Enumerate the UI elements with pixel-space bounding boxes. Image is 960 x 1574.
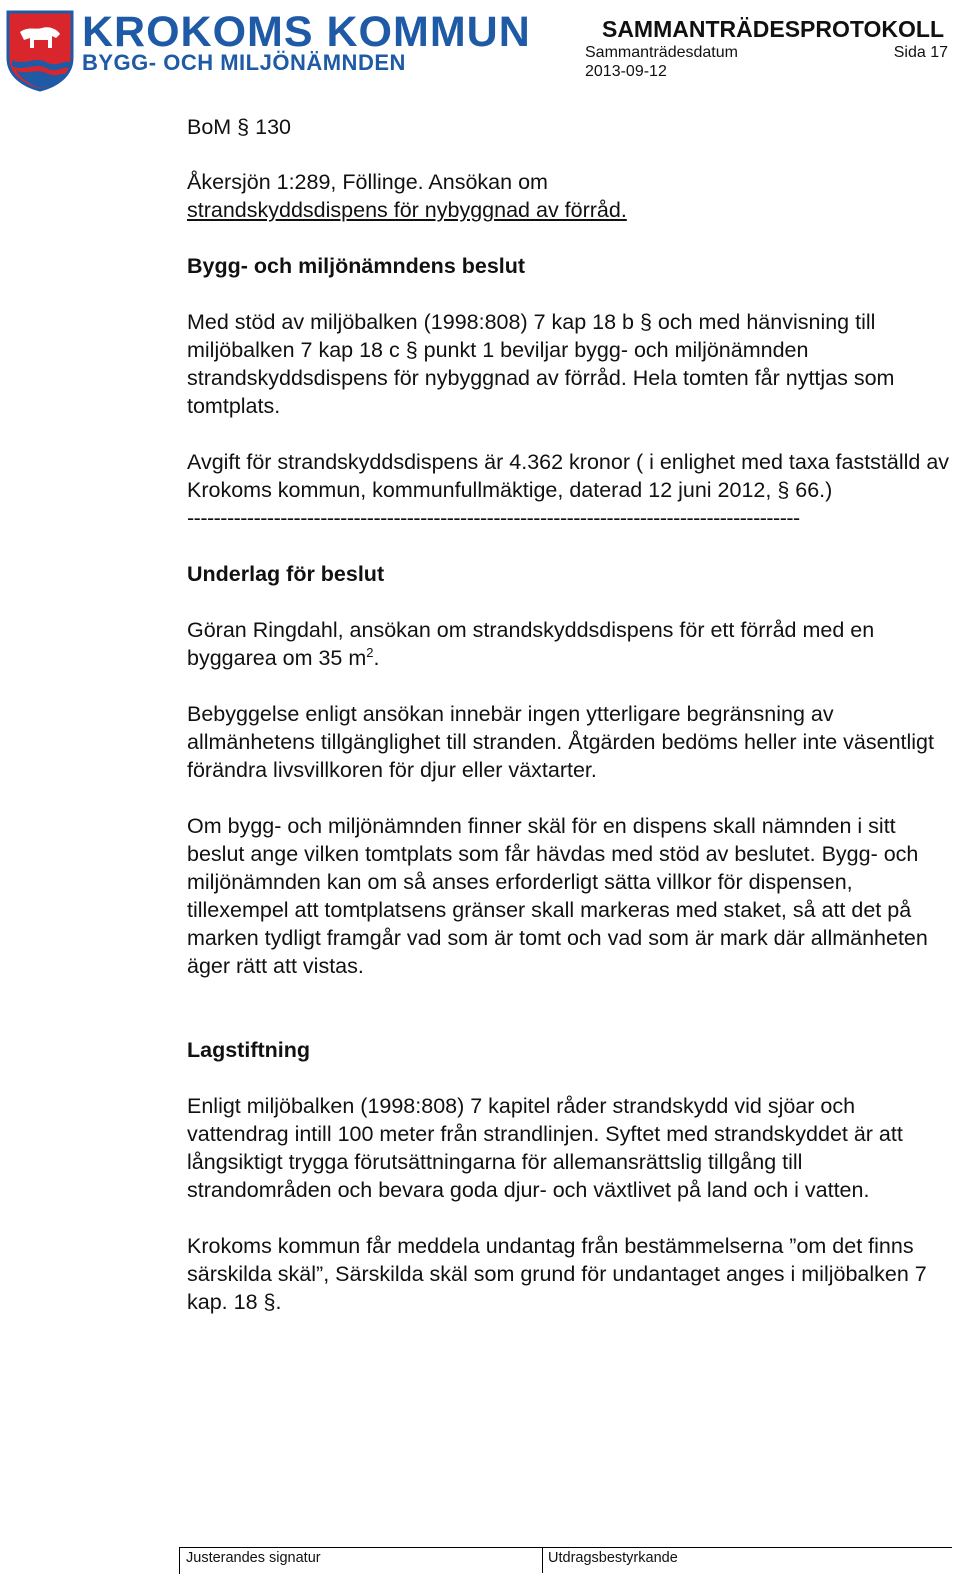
superscript-2: 2: [366, 644, 374, 660]
extract-certification-label: Utdragsbestyrkande: [548, 1550, 678, 1566]
org-subtitle: BYGG- OCH MILJÖNÄMNDEN: [82, 50, 406, 75]
case-title: [187, 168, 952, 224]
basis-paragraph-2: Bebyggelse enligt ansökan innebär ingen ytterligare begränsning av allmänhetens tillgänglighet till stranden. Åtgärden bedöms heller inte väsentligt förändra livsvillkoren för djur eller växtarter.: [187, 702, 934, 782]
basis-heading: Underlag för beslut: [187, 562, 385, 586]
basis-paragraph-1-text: Göran Ringdahl, ansökan om strandskyddsdispens för ett förråd med en byggarea om 35 m: [187, 618, 875, 670]
case-title-line-1: Åkersjön 1:289, Föllinge. Ansökan om: [187, 170, 548, 194]
meeting-date: 2013-09-12: [585, 63, 667, 80]
law-paragraph-2: Krokoms kommun får meddela undantag från bestämmelserna ”om det finns särskilda skäl”, Särskilda skäl som grund för undantaget anges i miljöbalken 7 kap. 18 §.: [187, 1234, 927, 1314]
page-number: Sida 17: [893, 44, 948, 61]
case-title-line-2: strandskyddsdispens för nybyggnad av förråd.: [187, 198, 627, 222]
law-heading: Lagstiftning: [187, 1038, 311, 1062]
document-body: [187, 113, 952, 1316]
separator-line: --------------------------------------------------------------------------------------------: [187, 506, 800, 530]
meeting-date-label: Sammanträdesdatum: [585, 44, 738, 61]
basis-paragraph-3: Om bygg- och miljönämnden finner skäl för en dispens skall nämnden i sitt beslut ange vilken tomtplats som får hävdas med stöd av beslutet. Bygg- och miljönämnden kan om så anses erforderligt sätta villkor för dispensen, tillexempel att tomtplatsens gränser skall markeras med staket, så att det på marken tydligt framgår vad som är tomt och vad som är mark där allmänheten äger rätt att vistas.: [187, 814, 928, 978]
municipality-shield-logo: [6, 10, 74, 92]
fee-paragraph: Avgift för strandskyddsdispens är 4.362 kronor ( i enlighet med taxa fastställd av Krokoms kommun, kommunfullmäktige, daterad 12 juni 2012, § 66.): [187, 450, 950, 502]
footer-divider: [542, 1547, 543, 1573]
basis-paragraph-1: [187, 616, 952, 672]
law-paragraph-1: Enligt miljöbalken (1998:808) 7 kapitel råder strandskydd vid sjöar och vattendrag intill 100 meter från strandlinjen. Syftet med strandskyddet är att långsiktigt trygga förutsättningarna för allemansrättslig tillgång till strandområden och bevara goda djur- och växtlivet på land och i vatten.: [187, 1094, 903, 1202]
case-reference: BoM § 130: [187, 115, 291, 139]
document-type: SAMMANTRÄDESPROTOKOLL: [601, 16, 944, 42]
decision-paragraph: Med stöd av miljöbalken (1998:808) 7 kap 18 b § och med hänvisning till miljöbalken 7 kap 18 c § punkt 1 beviljar bygg- och miljönämnden strandskyddsdispens för nybyggnad av förråd. Hela tomten får nyttjas som tomtplats.: [187, 310, 895, 418]
decision-heading: Bygg- och miljönämndens beslut: [187, 254, 526, 278]
signature-label: Justerandes signatur: [186, 1550, 321, 1566]
basis-paragraph-1-end: .: [373, 646, 380, 670]
org-name: KROKOMS KOMMUN: [82, 8, 531, 56]
